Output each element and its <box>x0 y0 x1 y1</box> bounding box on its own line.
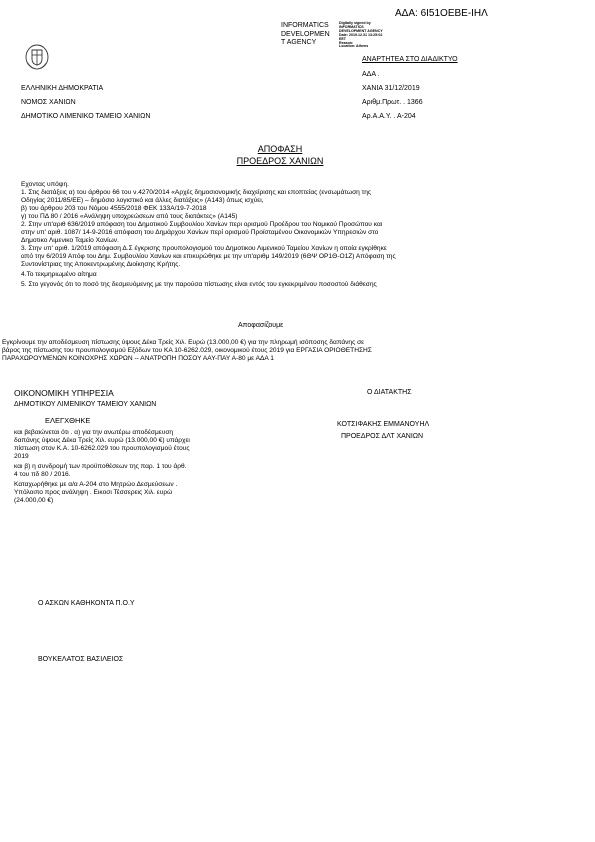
decision-line: βάρος της πίστωσης του προυπολογισμού Εξόδων του ΚΑ 10-6262.029, οικονομικού έτους 2019 για ΕΡΓΑΣΙΑ ΟΡΙΟΘΕΤΗΣΗΣ <box>2 347 372 354</box>
signer-name: ΒΟΥΚΕΛΑΤΟΣ ΒΑΣΙΛΕΙΟΣ <box>38 656 124 663</box>
consideration-line: 2. Στην υπ'αριθ 636/2019 απόφαση του Δημοτικού Συμβουλίου Χανίων περι ορισμού Προέδρου του Νομικού Προσώπου και <box>21 221 383 228</box>
considerations-section <box>21 181 396 289</box>
consideration-line: στην υπ' αριθ. 1087/ 14-9-2016 απόφαση του Δημάρχου Χανίων περί ορισμού Προϊσταμένου Οικονομικών Υπηρεσιών στο <box>21 229 379 236</box>
checked-label: ΕΛΕΓΧΘΗΚΕ <box>45 416 91 425</box>
document-date: ΧΑΝΙΑ 31/12/2019 <box>362 85 420 92</box>
consideration-line: Δημοτικο Λιμενικο Ταμείο Χανίων. <box>21 237 119 244</box>
digital-signature-detail: Digitally signed by INFORMATICS DEVELOPMENT AGENCY Date: 2019.12.31 13:25:02 EET Reason: Location: Athens <box>339 21 383 49</box>
consideration-line: 1. Στις διατάξεις α) του άρθρου 66 του ν.4270/2014 «Αρχές δημοσιονομικής διαχείρισης και εποπτείας (ενσωμάτωση της <box>21 189 372 196</box>
consideration-line: γ) του ΠΔ 80 / 2016 «Ανάληψη υποχρεώσεων από τους διατάκτες» (Α145) <box>21 213 238 220</box>
issuer-line: ΕΛΛΗΝΙΚΗ ΔΗΜΟΚΡΑΤΙΑ <box>21 85 104 92</box>
protocol-number: Αριθμ.Πρωτ. . 1366 <box>362 99 423 106</box>
consideration-line: από την 6/2019 Απόφ του Δημ. Συμβουλίου Χανίων και επικυρώθηκε με την υπ'αριθμ 149/2019 (6ΘΨ ΟΡ1Θ-Ο1Ζ) Απόφαση της <box>21 253 396 260</box>
service-title: ΟΙΚΟΝΟΜΙΚΗ ΥΠΗΡΕΣΙΑ <box>14 388 114 398</box>
seal-line: DEVELOPMEN <box>281 30 330 38</box>
certification-line: 2019 <box>14 453 29 460</box>
consideration-line: β) του άρθρου 203 του Νόμου 4555/2018 ΦΕΚ 133Α/19-7-2018 <box>21 205 207 212</box>
decide-heading: Αποφασίζουμε <box>238 322 284 329</box>
certification-line: Υπόλοιπο προς ανάληψη . Εικοσι Τέσσερεις Χιλ. ευρώ <box>14 489 173 496</box>
certification-line: και β) η συνδρομή των προϋποθέσεων της παρ. 1 του άρθ. <box>14 463 187 470</box>
consideration-line: 5. Στο γεγονός ότι το ποσό της δεσμευόμενης με την παρούσα πίστωσης είναι εντός του εγκεκριμένου ποσοστού διάθεσης <box>21 281 377 288</box>
certification-line: 4 του πδ 80 / 2016. <box>14 471 71 478</box>
service-subtitle: ΔΗΜΟΤΙΚΟΥ ΛΙΜΕΝΙΚΟΥ ΤΑΜΕΙΟΥ ΧΑΝΙΩΝ <box>14 401 157 408</box>
authorizer-role: Ο ΔΙΑΤΑΚΤΗΣ <box>367 389 412 396</box>
consideration-line: Εχοντας υπόψη. <box>21 181 70 188</box>
document-title: ΑΠΟΦΑΣΗ <box>257 144 303 154</box>
ada-field: ΑΔΑ . <box>362 71 380 78</box>
issuer-line: ΝΟΜΟΣ ΧΑΝΙΩΝ <box>21 99 76 106</box>
decision-line: ΠΑΡΑΧΩΡΟΥΜΕΝΩΝ ΚΟΙΝΟΧΡΗΣ ΧΩΡΩΝ -- ΑΝΑΤΡΟΠΗ ΠΟΣΟΥ ΑΑΥ-ΠΑΥ Α-80 με ΑΔΑ 1 <box>2 355 274 362</box>
decision-section <box>2 339 372 363</box>
aay-number: Αρ.Α.Α.Υ. . Α-204 <box>362 113 416 120</box>
authorizer-title: ΠΡΟΕΔΡΟΣ ΔΛΤ ΧΑΝΙΩΝ <box>341 433 424 440</box>
certification-line: Καταχωρήθηκε με α/α Α-204 στο Μητρώο Δεσμεύσεων . <box>14 481 178 488</box>
seal-line: INFORMATICS <box>281 22 329 29</box>
certification-section <box>14 429 190 505</box>
certification-line: δαπάνης ύψους Δέκα Τρείς Χιλ. ευρώ (13.000,00 €) υπάρχει <box>14 437 190 444</box>
acting-head-label: Ο ΑΣΚΩΝ ΚΑΘΗΚΟΝΤΑ Π.Ο.Υ <box>38 600 135 607</box>
consideration-line: 4.Το τεκμηριωμένο αίτημα <box>21 271 97 278</box>
consideration-line: Συντονίστριας της Αποκεντρωμένης Διοίκησης Κρήτης. <box>21 261 181 268</box>
posting-notice: ΑΝΑΡΤΗΤΕΑ ΣΤΟ ΔΙΑΔΙΚΤΥΟ <box>362 56 458 63</box>
seal-line: T AGENCY <box>281 39 317 46</box>
greek-coat-of-arms-emblem <box>24 44 50 70</box>
certification-line: πίστωση στον Κ.Α. 10-6262.029 του προυπολογισμού έτους <box>14 445 190 452</box>
decision-line: Εγκρίνουμε την αποδέσμευση πίστωσης ύψους Δέκα Τρείς Χιλ. Ευρώ (13.000,00 €) για την πληρωμή ισόποσης δαπάνης σε <box>2 339 365 346</box>
certification-line: (24.000,00 €) <box>14 497 54 504</box>
issuer-line: ΔΗΜΟΤΙΚΟ ΛΙΜΕΝΙΚΟ ΤΑΜΕΙΟ ΧΑΝΙΩΝ <box>21 113 151 120</box>
consideration-line: 3. Στην υπ' αριθ. 1/2019 απόφαση Δ.Σ έγκρισης προυπολογισμού του Δημοτικου Λιμενικού Ταμείου Χανίων η οποία εγκρίθηκε <box>21 245 387 252</box>
document-subtitle: ΠΡΟΕΔΡΟΣ ΧΑΝΙΩΝ <box>236 156 324 166</box>
ada-code: ΑΔΑ: 6Ι51ΟΕΒΕ-ΙΗΛ <box>395 8 488 19</box>
authorizer-name: ΚΟΤΣΙΦΑΚΗΣ ΕΜΜΑΝΟΥΗΛ <box>337 421 430 428</box>
digital-signature-seal <box>281 22 330 48</box>
consideration-line: Οδηγίας 2011/85/ΕΕ) – δημόσιο λογιστικό και άλλες διατάξεις» (Α143) όπως ισχύει, <box>21 197 264 204</box>
certification-line: και βεβαιώνεται ότι . α) για την ανωτέρω αποδέσμευση <box>14 429 174 436</box>
